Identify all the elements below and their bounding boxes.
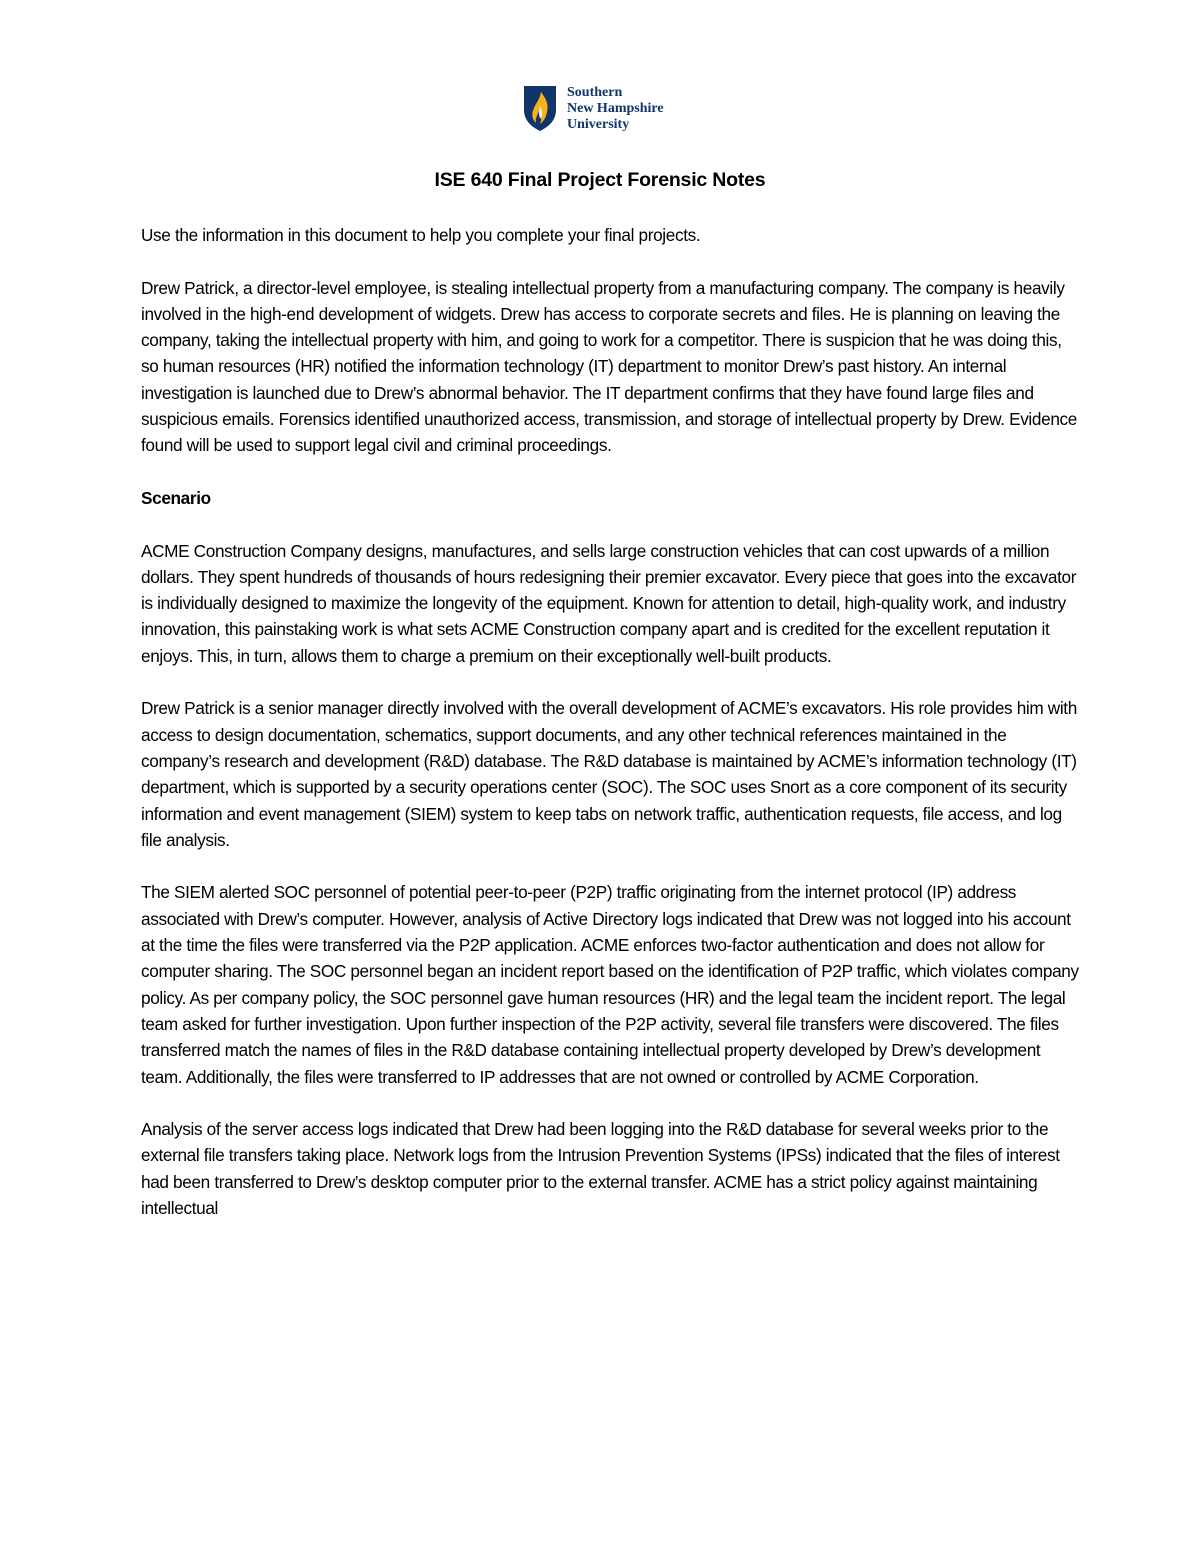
intro-paragraph: Use the information in this document to help you complete your final projects.: [141, 225, 701, 245]
logo-line-3: University: [567, 117, 630, 132]
shield-flame-icon: [522, 84, 558, 132]
document-body: [141, 222, 1081, 1248]
scenario-paragraph-2: Drew Patrick is a senior manager directly involved with the overall development of ACME’s excavators. His role provides him with access to design documentation, schematics, support documents, and any other technical references maintained in the company’s research and development (R&D) database. The R&D database is maintained by ACME’s information technology (IT) department, which is supported by a security operations center (SOC). The SOC uses Snort as a core component of its security information and event management (SIEM) system to keep tabs on network traffic, authentication requests, file access, and log file analysis.: [141, 698, 1077, 850]
logo-line-1: Southern: [567, 85, 623, 100]
scenario-paragraph-1: ACME Construction Company designs, manufactures, and sells large construction vehicles that can cost upwards of a million dollars. They spent hundreds of thousands of hours redesigning their premier excavator. Every piece that goes into the excavator is individually designed to maximize the longevity of the equipment. Known for attention to detail, high-quality work, and industry innovation, this painstaking work is what sets ACME Construction company apart and is credited for the excellent reputation it enjoys. This, in turn, allows them to charge a premium on their exceptionally well-built products.: [141, 540, 1077, 666]
scenario-heading: Scenario: [141, 487, 211, 508]
logo-wordmark: [567, 85, 664, 133]
scenario-paragraph-3: The SIEM alerted SOC personnel of potential peer-to-peer (P2P) traffic originating from the internet protocol (IP) address associated with Drew’s computer. However, analysis of Active Directory logs indicated that Drew was not logged into his account at the time the files were transferred via the P2P application. ACME enforces two-factor authentication and does not allow for computer sharing. The SOC personnel began an incident report based on the identification of P2P traffic, which violates company policy. As per company policy, the SOC personnel gave human resources (HR) and the legal team the incident report. The legal team asked for further investigation. Upon further inspection of the P2P activity, several file transfers were discovered. The files transferred match the names of files in the R&D database containing intellectual property developed by Drew’s development team. Additionally, the files were transferred to IP addresses that are not owned or controlled by ACME Corporation.: [141, 882, 1079, 1087]
university-logo: [522, 84, 664, 133]
scenario-paragraph-4: Analysis of the server access logs indicated that Drew had been logging into the R&D database for several weeks prior to the external file transfers taking place. Network logs from the Intrusion Prevention Systems (IPSs) indicated that the files of interest had been transferred to Drew’s desktop computer prior to the external transfer. ACME has a strict policy against maintaining intellectual: [141, 1119, 1060, 1218]
background-paragraph: Drew Patrick, a director-level employee, is stealing intellectual property from a manufacturing company. The company is heavily involved in the high-end development of widgets. Drew has access to corporate secrets and files. He is planning on leaving the company, taking the intellectual property with him, and going to work for a competitor. There is suspicion that he was doing this, so human resources (HR) notified the information technology (IT) department to monitor Drew’s past history. An internal investigation is launched due to Drew’s abnormal behavior. The IT department confirms that they have found large files and suspicious emails. Forensics identified unauthorized access, transmission, and storage of intellectual property by Drew. Evidence found will be used to support legal civil and criminal proceedings.: [141, 277, 1077, 456]
document-title: ISE 640 Final Project Forensic Notes: [434, 169, 766, 191]
logo-line-2: New Hampshire: [567, 101, 664, 116]
